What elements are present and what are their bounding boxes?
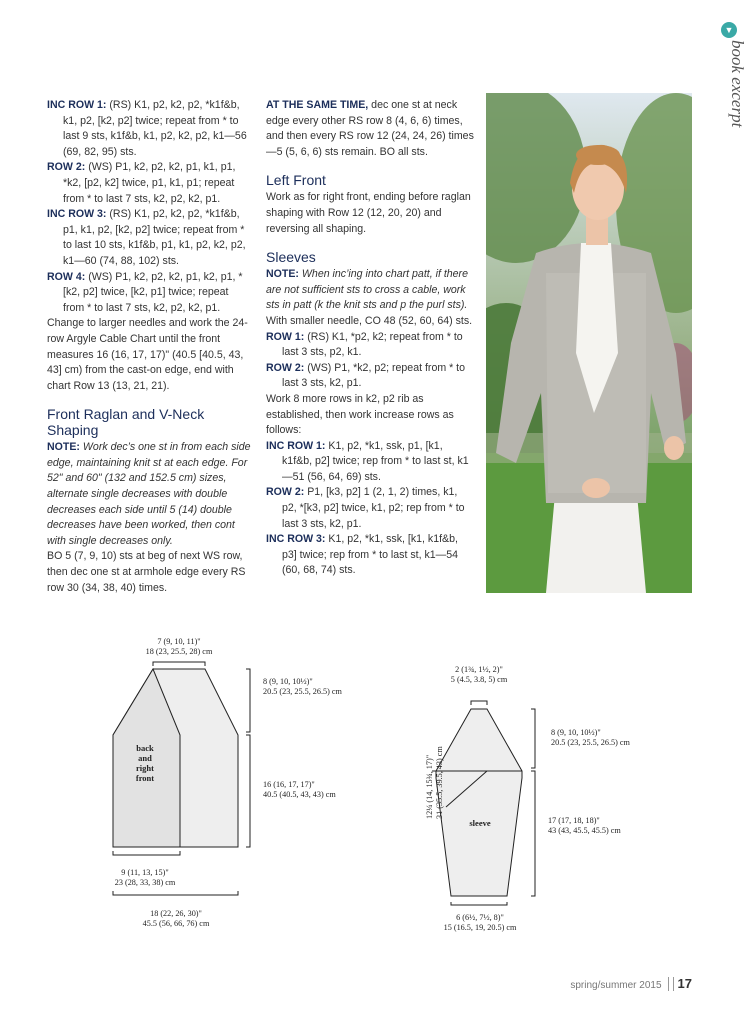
raglan-note: NOTE: Work dec’s one st in from each side edge, maintaining knit st at each edge. For 52" and 60" (132 and 152.5 cm) sizes, alternate single decreases with double decreases each side until 5 (14) double decreases have been worked, then cont with single decreases only. bbox=[47, 441, 251, 547]
chart-paragraph: Change to larger needles and work the 24-row Argyle Cable Chart until the front measures 16 (16, 17, 17)" (40.5 [40.5, 43, 43] cm) from the cast-on edge, end with chart Row 13 (13, 21, 21). bbox=[47, 317, 248, 392]
sleeve-length-label: 17 (17, 18, 18)" 43 (43, 45.5, 45.5) cm bbox=[548, 816, 621, 835]
cast-on-paragraph: With smaller needle, CO 48 (52, 60, 64) sts. bbox=[266, 314, 473, 327]
footer-divider bbox=[668, 977, 674, 991]
back-front-piece-label: back and right front bbox=[135, 743, 155, 783]
sleeve-cuff-label: 6 (6½, 7½, 8)" 15 (16.5, 19, 20.5) cm bbox=[443, 913, 517, 932]
sleeves-heading: Sleeves bbox=[266, 249, 316, 266]
sleeve-piece-label: sleeve bbox=[469, 818, 491, 828]
book-excerpt-tab bbox=[716, 20, 746, 150]
rib-paragraph: Work 8 more rows in k2, p2 rib as established, then work increase rows as follows: bbox=[266, 392, 454, 437]
sleeve-row-2b: ROW 2: P1, [k3, p2] 1 (2, 1, 2) times, k1, p2, *[k3, p2] twice, k1, p2; rep from * to last 3 sts, k2, p1. bbox=[266, 486, 465, 530]
column-2 bbox=[266, 98, 474, 579]
column-1 bbox=[47, 98, 251, 596]
sleeves-note: NOTE: When inc’ing into chart patt, if there are not sufficient sts to cross a cable, work sts in patt (k the knit sts and p the purl sts). bbox=[266, 268, 468, 312]
raglan-heading: Front Raglan and V-Neck Shaping bbox=[47, 406, 205, 439]
triangle-down-icon: ▼ bbox=[721, 22, 737, 38]
left-front-paragraph: Work as for right front, ending before raglan shaping with Row 12 (12, 20, 20) and reversing all shaping. bbox=[266, 191, 471, 235]
bind-off-paragraph: BO 5 (7, 9, 10) sts at beg of next WS row, then dec one st at armhole edge every RS row 30 (34, 38, 40) times. bbox=[47, 550, 246, 594]
sleeve-upper-arm-label: 12¼ (14, 15¾, 17)" 31 (35.5, 39.5, 43) cm bbox=[425, 746, 444, 819]
sleeve-row-2: ROW 2: (WS) P1, *k2, p2; repeat from * to last 3 sts, k2, p1. bbox=[266, 361, 466, 390]
sleeve-inc-row-3: INC ROW 3: K1, p2, *k1, ssk, [k1, k1f&b, p3] twice; rep from * to last st, k1—54 (60, 68, 74) sts. bbox=[266, 533, 459, 577]
same-time-paragraph: AT THE SAME TIME, dec one st at neck edge every other RS row 8 (4, 6, 6) times, and then every RS row 12 (24, 24, 26) times—5 (5, 6, 6) sts remain. BO all sts. bbox=[266, 99, 474, 158]
page-footer bbox=[570, 976, 692, 991]
front-raglan-label: 8 (9, 10, 10½)" 20.5 (23, 25.5, 26.5) cm bbox=[263, 677, 342, 696]
sleeve-outline bbox=[436, 709, 522, 896]
book-excerpt-label: book excerpt bbox=[728, 40, 747, 128]
left-front-heading: Left Front bbox=[266, 172, 326, 189]
inc-row-3: INC ROW 3: (RS) K1, p2, k2, p2, *k1f&b, p1, k1, p2, [k2, p2] twice; repeat from * to last 10 sts, k1f&b, p1, k1, p2, k2, p2, k1—60 (74, 88, 102) sts. bbox=[47, 208, 246, 267]
issue-label: spring/summer 2015 bbox=[570, 980, 662, 991]
sleeve-inc-row-1: INC ROW 1: K1, p2, *k1, ssk, p1, [k1, k1f&b, p2] twice; rep from * to last st, k1—51 (56, 64, 69) sts. bbox=[266, 439, 469, 483]
schematic-drawing bbox=[0, 620, 750, 950]
model-photo bbox=[486, 93, 692, 593]
row-2: ROW 2: (WS) P1, k2, p2, k2, p1, k1, p1, *k2, [p2, k2] twice, p1, k1, p1; repeat from * to last 7 sts, k2, p2, k2, p1. bbox=[47, 161, 236, 205]
sleeve-raglan-label: 8 (9, 10, 10½)" 20.5 (23, 25.5, 26.5) cm bbox=[551, 728, 630, 747]
sleeve-row-1: ROW 1: (RS) K1, *p2, k2; repeat from * to last 3 sts, p2, k1. bbox=[266, 330, 463, 359]
front-width-label: 9 (11, 13, 15)" 23 (28, 33, 38) cm bbox=[114, 868, 176, 887]
front-top-width-label: 7 (9, 10, 11)" 18 (23, 25.5, 28) cm bbox=[145, 637, 213, 656]
front-length-label: 16 (16, 17, 17)" 40.5 (40.5, 43, 43) cm bbox=[263, 780, 336, 799]
model-photo-illustration bbox=[486, 93, 692, 593]
back-width-label: 18 (22, 26, 30)" 45.5 (56, 66, 76) cm bbox=[142, 909, 210, 928]
page-number: 17 bbox=[677, 976, 692, 991]
schematics bbox=[0, 620, 750, 950]
row-4: ROW 4: (WS) P1, k2, p2, k2, p1, k2, p1, *[k2, p2] twice, [k2, p1] twice; repeat from * to last 7 sts, k2, p2, k2, p1. bbox=[47, 270, 243, 314]
inc-row-1: INC ROW 1: (RS) K1, p2, k2, p2, *k1f&b, k1, p2, [k2, p2] twice; repeat from * to last 9 sts, k1f&b, k1, p2, k2, p2, k1—56 (69, 82, 95) sts. bbox=[47, 99, 247, 158]
sleeve-top-label: 2 (1¾, 1½, 2)" 5 (4.5, 3.8, 5) cm bbox=[450, 665, 508, 684]
